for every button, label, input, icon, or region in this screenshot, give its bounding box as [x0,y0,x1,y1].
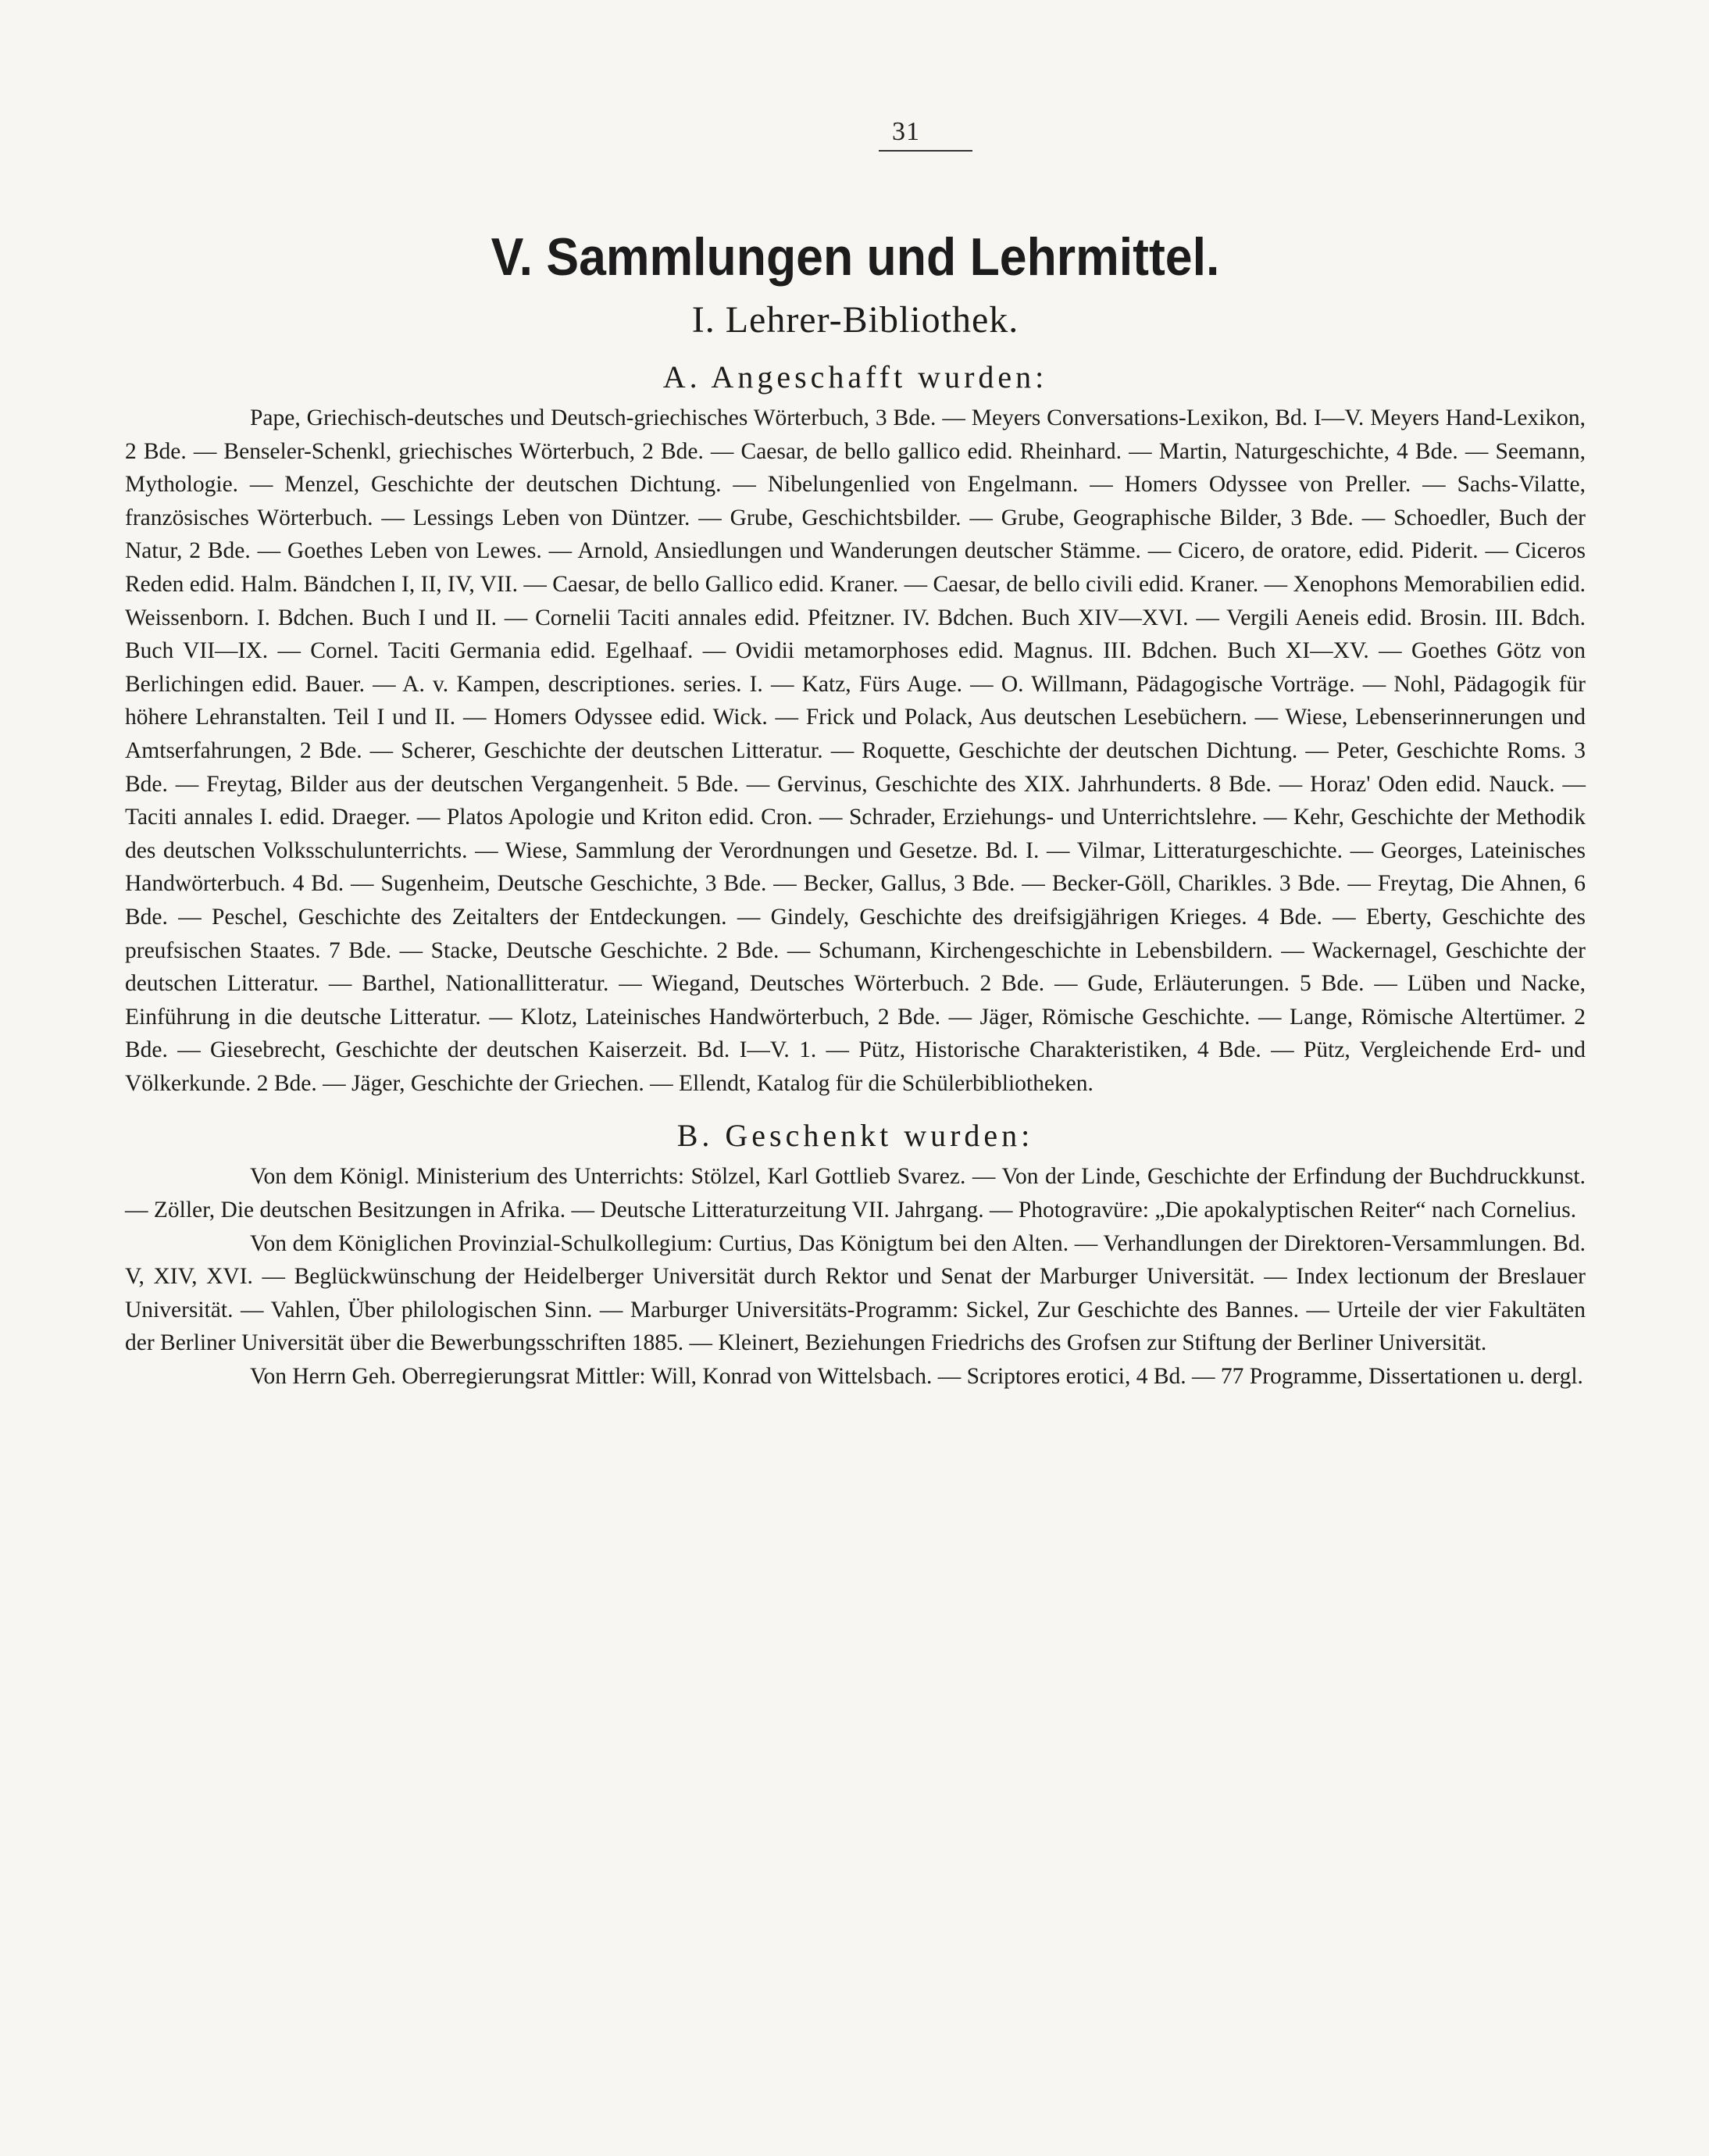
subsection-title: I. Lehrer-Bibliothek. [691,299,1019,341]
part-b-heading: B. Geschenkt wurden: [676,1118,1034,1154]
page-number: 31 [892,117,920,146]
part-b-paragraph-3: Von Herrn Geh. Oberregierungsrat Mittler: Will, Konrad von Wittelsbach. — Scriptores erotici, 4 Bd. — 77 Programme, Dissertationen u. dergl. [250,1364,1583,1390]
section-title: V. Sammlungen und Lehrmittel. [491,227,1220,287]
part-b-paragraph-2: Von dem Königlichen Provinzial-Schulkollegium: Curtius, Das Königtum bei den Alten. — Verhandlungen der Direktoren-Versammlungen. Bd. V, XIV, XVI. — Beglückwünschung der Heidelberger Universität durch Rektor und Senat der Marburger Universität. — Index lectionum der Breslauer Universität. — Vahlen, Über philologischen Sinn. — Marburger Universitäts-Programm: Sickel, Zur Geschichte des Bannes. — Urteile der vier Fakultäten der Berliner Universität über die Bewerbungsschriften 1885. — Kleinert, Beziehungen Friedrichs des Grofsen zur Stiftung der Berliner Universität. [125,1230,1586,1356]
part-a-heading: A. Angeschafft wurden: [662,359,1048,394]
page-number-rule [879,150,972,152]
document-page [125,117,1586,1394]
part-a-paragraph: Pape, Griechisch-deutsches und Deutsch-griechisches Wörterbuch, 3 Bde. — Meyers Conversations-Lexikon, Bd. I—V. Meyers Hand-Lexikon, 2 Bde. — Benseler-Schenkl, griechisches Wörterbuch, 2 Bde. — Caesar, de bello gallico edid. Rheinhard. — Martin, Naturgeschichte, 4 Bde. — Seemann, Mythologie. — Menzel, Geschichte der deutschen Dichtung. — Nibelungenlied von Engelmann. — Homers Odyssee von Preller. — Sachs-Vilatte, französisches Wörterbuch. — Lessings Leben von Düntzer. — Grube, Geschichtsbilder. — Grube, Geographische Bilder, 3 Bde. — Schoedler, Buch der Natur, 2 Bde. — Goethes Leben von Lewes. — Arnold, Ansiedlungen und Wanderungen deutscher Stämme. — Cicero, de oratore, edid. Piderit. — Ciceros Reden edid. Halm. Bändchen I, II, IV, VII. — Caesar, de bello Gallico edid. Kraner. — Caesar, de bello civili edid. Kraner. — Xenophons Memorabilien edid. Weissenborn. I. Bdchen. Buch I und II. — Cornelii Taciti annales edid. Pfeitzner. IV. Bdchen. Buch XIV—XVI. — Vergili Aeneis edid. Brosin. III. Bdch. Buch VII—IX. — Cornel. Taciti Germania edid. Egelhaaf. — Ovidii metamorphoses edid. Magnus. III. Bdchen. Buch XI—XV. — Goethes Götz von Berlichingen edid. Bauer. — A. v. Kampen, descriptiones. series. I. — Katz, Fürs Auge. — O. Willmann, Pädagogische Vorträge. — Nohl, Pädagogik für höhere Lehranstalten. Teil I und II. — Homers Odyssee edid. Wick. — Frick und Polack, Aus deutschen Lesebüchern. — Wiese, Lebenserinnerungen und Amtserfahrungen, 2 Bde. — Scherer, Geschichte der deutschen Litteratur. — Roquette, Geschichte der deutschen Dichtung. — Peter, Geschichte Roms. 3 Bde. — Freytag, Bilder aus der deutschen Vergangenheit. 5 Bde. — Gervinus, Geschichte des XIX. Jahrhunderts. 8 Bde. — Horaz' Oden edid. Nauck. — Taciti annales I. edid. Draeger. — Platos Apologie und Kriton edid. Cron. — Schrader, Erziehungs- und Unterrichtslehre. — Kehr, Geschichte der Methodik des deutschen Volksschulunterrichts. — Wiese, Sammlung der Verordnungen und Gesetze. Bd. I. — Vilmar, Litteraturgeschichte. — Georges, Lateinisches Handwörterbuch. 4 Bd. — Sugenheim, Deutsche Geschichte, 3 Bde. — Becker, Gallus, 3 Bde. — Becker-Göll, Charikles. 3 Bde. — Freytag, Die Ahnen, 6 Bde. — Peschel, Geschichte des Zeitalters der Entdeckungen. — Gindely, Geschichte des dreifsigjährigen Krieges. 4 Bde. — Eberty, Geschichte des preufsischen Staates. 7 Bde. — Stacke, Deutsche Geschichte. 2 Bde. — Schumann, Kirchengeschichte in Lebensbildern. — Wackernagel, Geschichte der deutschen Litteratur. — Barthel, Nationallitteratur. — Wiegand, Deutsches Wörterbuch. 2 Bde. — Gude, Erläuterungen. 5 Bde. — Lüben und Nacke, Einführung in die deutsche Litteratur. — Klotz, Lateinisches Handwörterbuch, 2 Bde. — Jäger, Römische Geschichte. — Lange, Römische Altertümer. 2 Bde. — Giesebrecht, Geschichte der deutschen Kaiserzeit. Bd. I—V. 1. — Pütz, Historische Charakteristiken, 4 Bde. — Pütz, Vergleichende Erd- und Völkerkunde. 2 Bde. — Jäger, Geschichte der Griechen. — Ellendt, Katalog für die Schülerbibliotheken. [125,405,1586,1096]
part-b-paragraph-1: Von dem Königl. Ministerium des Unterrichts: Stölzel, Karl Gottlieb Svarez. — Von der Linde, Geschichte der Erfindung der Buchdruckkunst. — Zöller, Die deutschen Besitzungen in Afrika. — Deutsche Litteraturzeitung VII. Jahrgang. — Photogravüre: „Die apokalyptischen Reiter“ nach Cornelius. [125,1164,1586,1223]
